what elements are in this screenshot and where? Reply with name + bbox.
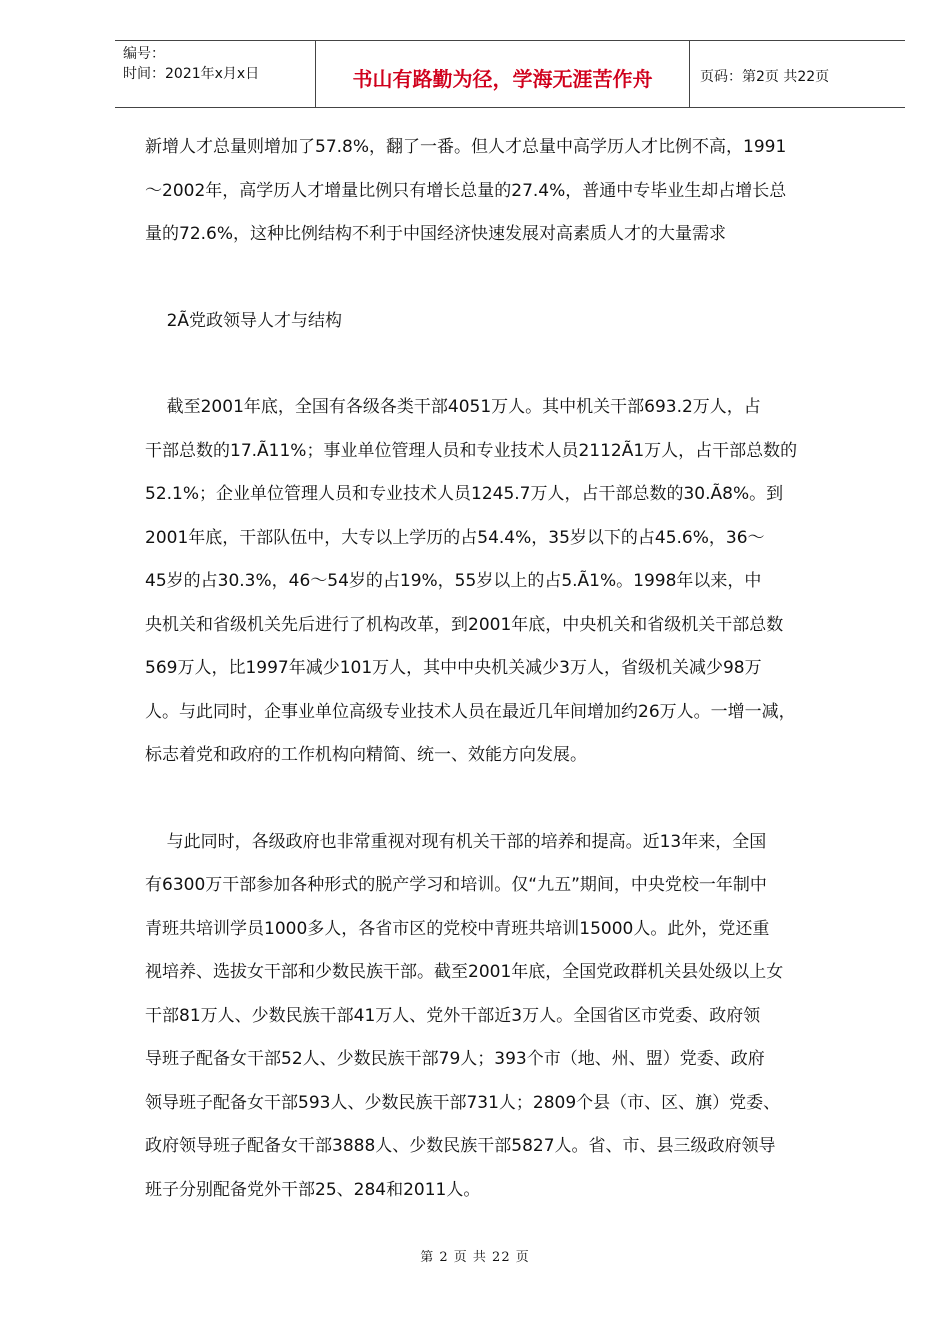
paragraph-training <box>145 821 875 1213</box>
text-line: ～2002年，高学历人才增量比例只有增长总量的27.4%，普通中专毕业生却占增长总 <box>145 180 787 201</box>
text-line: 干部总数的17.Ã11%；事业单位管理人员和专业技术人员2112Ã1万人，占干部总数的 <box>145 440 798 461</box>
header-motto-cell <box>316 41 690 107</box>
text-line: 截至2001年底，全国有各级各类干部4051万人。其中机关干部693.2万人，占 <box>145 397 761 417</box>
text-line: 52.1%；企业单位管理人员和专业技术人员1245.7万人，占干部总数的30.Ã8%。到 <box>145 484 784 504</box>
paragraph-cadres <box>145 386 875 778</box>
number-label: 编号： <box>123 46 165 62</box>
text-line: 量的72.6%，这种比例结构不利于中国经济快速发展对高素质人才的大量需求 <box>145 224 727 244</box>
heading-text: 2Ã党政领导人才与结构 <box>145 310 343 331</box>
text-line: 与此同时，各级政府也非常重视对现有机关干部的培养和提高。近13年来，全国 <box>145 831 767 852</box>
text-line: 班子分别配备党外干部25、284和2011人。 <box>145 1179 481 1200</box>
header-page-cell <box>690 41 905 107</box>
text-line: 标志着党和政府的工作机构向精简、统一、效能方向发展。 <box>145 745 587 765</box>
text-line: 2001年底，干部队伍中，大专以上学历的占54.4%，35岁以下的占45.6%，36～ <box>145 527 765 548</box>
text-line: 导班子配备女干部52人、少数民族干部79人；393个市（地、州、盟）党委、政府 <box>145 1049 765 1069</box>
time-label: 时间：2021年x月x日 <box>123 66 260 82</box>
text-line: 视培养、选拔女干部和少数民族干部。截至2001年底，全国党政群机关县处级以上女 <box>145 962 784 982</box>
motto-text: 书山有路勤为径，学海无涯苦作舟 <box>352 67 653 91</box>
text-line: 569万人，比1997年减少101万人，其中中央机关减少3万人，省级机关减少98万 <box>145 658 762 678</box>
text-line: 政府领导班子配备女干部3888人、少数民族干部5827人。省、市、县三级政府领导 <box>145 1136 776 1156</box>
text-line: 央机关和省级机关先后进行了机构改革，到2001年底，中央机关和省级机关干部总数 <box>145 614 784 635</box>
text-line: 干部81万人、少数民族干部41万人、党外干部近3万人。全国省区市党委、政府领 <box>145 1005 761 1026</box>
page-number-label: 页码：第2页 共22页 <box>700 69 830 85</box>
text-line: 青班共培训学员1000多人，各省市区的党校中青班共培训15000人。此外，党还重 <box>145 918 770 939</box>
text-line: 新增人才总量则增加了57.8%，翻了一番。但人才总量中高学历人才比例不高，1991 <box>145 137 787 157</box>
text-line: 人。与此同时，企事业单位高级专业技术人员在最近几年间增加约26万人。一增一减， <box>145 701 796 722</box>
text-line: 领导班子配备女干部593人、少数民族干部731人；2809个县（市、区、旗）党委、 <box>145 1092 781 1113</box>
document-body <box>145 126 875 1212</box>
page-header <box>115 40 905 108</box>
text-line: 有6300万干部参加各种形式的脱产学习和培训。仅“九五”期间，中央党校一年制中 <box>145 875 767 895</box>
text-line: 45岁的占30.3%，46～54岁的占19%，55岁以上的占5.Ã1%。1998年以来，中 <box>145 571 762 591</box>
header-meta-cell <box>115 41 316 107</box>
paragraph-intro <box>145 126 875 257</box>
section-heading <box>145 300 875 344</box>
page-footer: 第 2 页 共 22 页 <box>420 1250 530 1265</box>
